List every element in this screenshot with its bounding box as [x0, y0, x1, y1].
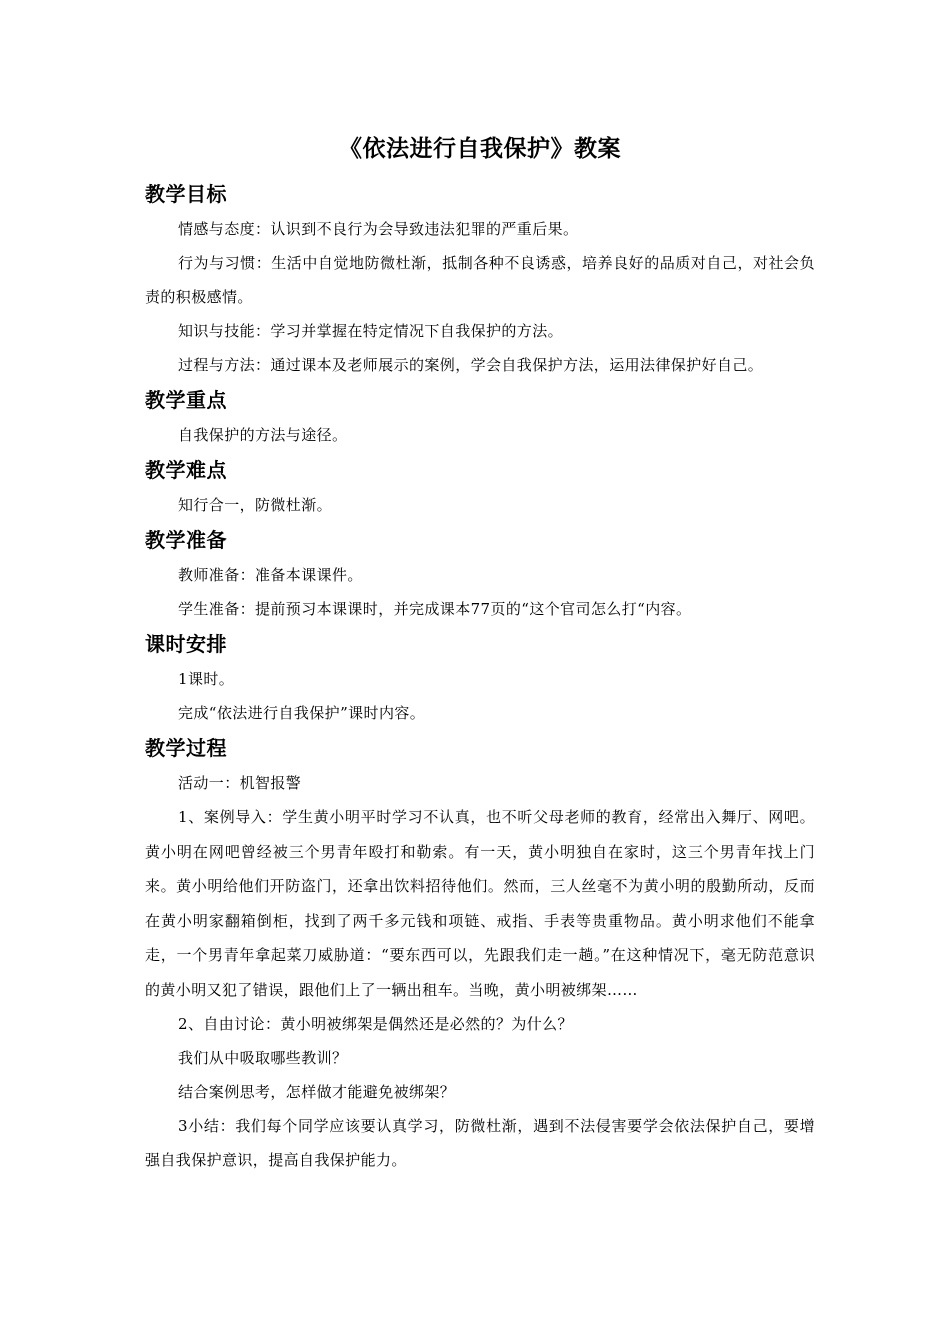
teacher-preparation: 教师准备：准备本课课件。	[178, 566, 363, 584]
section-process	[145, 730, 815, 1177]
summary-text: 3小结：我们每个同学应该要认真学习，防微杜渐，遇到不法侵害要学会依法保护自己，要增强自我保护意识，提高自我保护能力。	[145, 1117, 815, 1169]
difficulty-text: 知行合一，防微杜渐。	[178, 496, 333, 514]
objective-knowledge: 知识与技能：学习并掌握在特定情况下自我保护的方法。	[178, 322, 564, 340]
section-heading: 教学准备	[145, 528, 227, 552]
case-introduction: 1、案例导入：学生黄小明平时学习不认真，也不听父母老师的教育，经常出入舞厅、网吧。黄小明在网吧曾经被三个男青年殴打和勒索。有一天，黄小明独自在家时，这三个男青年找上门来。黄小明给他们开防盗门，还拿出饮料招待他们。然而，三人丝毫不为黄小明的殷勤所动，反而在黄小明家翻箱倒柜，找到了两千多元钱和项链、戒指、手表等贵重物品。黄小明求他们不能拿走，一个男青年拿起菜刀威胁道：“要东西可以，先跟我们走一趟。”在这种情况下，毫无防范意识的黄小明又犯了错误，跟他们上了一辆出租车。当晚，黄小明被绑架……	[145, 808, 815, 999]
objective-process: 过程与方法：通过课本及老师展示的案例，学会自我保护方法，运用法律保护好自己。	[178, 356, 764, 374]
section-schedule	[145, 626, 815, 730]
document-title: 《依法进行自我保护》教案	[339, 136, 621, 162]
section-heading: 课时安排	[145, 632, 227, 656]
section-heading: 教学过程	[145, 736, 227, 760]
section-preparation	[145, 522, 815, 626]
discussion-question: 2、自由讨论：黄小明被绑架是偶然还是必然的？为什么？	[178, 1015, 573, 1033]
avoidance-question: 结合案例思考，怎样做才能避免被绑架？	[178, 1083, 456, 1101]
section-difficulties	[145, 452, 815, 522]
schedule-content: 完成“依法进行自我保护”课时内容。	[178, 704, 426, 722]
objective-habits: 行为与习惯：生活中自觉地防微杜渐，抵制各种不良诱惑，培养良好的品质对自己，对社会负责的积极感情。	[145, 254, 815, 306]
objective-attitude: 情感与态度：认识到不良行为会导致违法犯罪的严重后果。	[178, 220, 579, 238]
student-preparation: 学生准备：提前预习本课课时，并完成课本77页的“这个官司怎么打“内容。	[178, 600, 692, 618]
lessons-question: 我们从中吸取哪些教训？	[178, 1049, 348, 1067]
section-heading: 教学目标	[145, 182, 227, 206]
section-key-points	[145, 382, 815, 452]
section-heading: 教学重点	[145, 388, 227, 412]
section-teaching-objectives	[145, 176, 815, 382]
activity-title: 活动一：机智报警	[178, 774, 302, 792]
key-point-text: 自我保护的方法与途径。	[178, 426, 348, 444]
schedule-hours: 1课时。	[178, 670, 235, 688]
section-heading: 教学难点	[145, 458, 227, 482]
document-page	[145, 128, 815, 1177]
